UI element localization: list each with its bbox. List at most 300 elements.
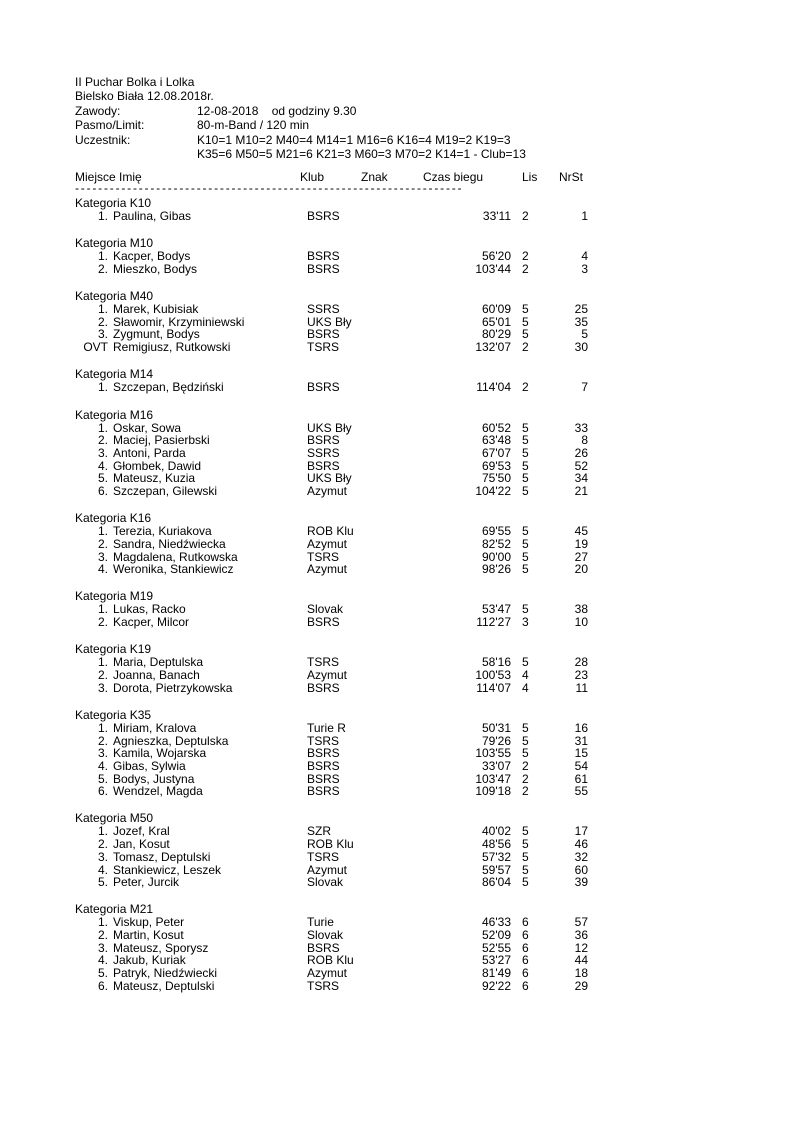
controls-count: 5 <box>522 837 529 852</box>
category-name: Kategoria M19 <box>75 589 154 604</box>
competitor-name: Tomasz, Deptulski <box>113 849 211 864</box>
start-number: 25 <box>574 302 588 317</box>
col-club: Klub <box>300 170 325 184</box>
start-number: 55 <box>574 784 588 799</box>
run-time: 80'29 <box>482 327 511 342</box>
run-time: 86'04 <box>482 875 511 890</box>
result-row <box>75 747 595 760</box>
club-cell: BSRS <box>307 261 340 276</box>
competitor-name: Jakub, Kuriak <box>113 953 186 968</box>
controls-count: 5 <box>522 471 529 486</box>
club-cell: UKS Bły <box>307 420 352 435</box>
place-cell: 1. <box>97 380 108 395</box>
place-cell: 4. <box>97 862 108 877</box>
run-time: 103'47 <box>475 771 511 786</box>
place-cell: 2. <box>97 314 108 329</box>
place-cell: 2. <box>97 733 108 748</box>
result-row <box>75 760 595 773</box>
controls-count: 4 <box>522 667 529 682</box>
start-number: 28 <box>574 655 588 670</box>
pasmo-value: 80-m-Band / 120 min <box>197 118 310 133</box>
competitor-name: Kacper, Bodys <box>113 249 191 264</box>
result-row <box>75 263 595 276</box>
competitor-name: Marek, Kubisiak <box>113 302 199 317</box>
place-cell: 6. <box>97 784 108 799</box>
club-cell: TSRS <box>307 978 340 993</box>
club-cell: BSRS <box>307 458 340 473</box>
place-cell: 3. <box>97 746 108 761</box>
result-row <box>75 785 595 798</box>
club-cell: Turie R <box>307 720 346 735</box>
run-time: 33'11 <box>482 209 511 223</box>
controls-count: 6 <box>522 915 529 930</box>
competitor-name: Viskup, Peter <box>113 915 185 930</box>
run-time: 98'26 <box>482 562 511 577</box>
controls-count: 5 <box>522 314 529 329</box>
category-name: Kategoria K10 <box>75 196 152 210</box>
competitor-name: Gibas, Sylwia <box>113 758 186 773</box>
competitor-name: Peter, Jurcik <box>113 875 180 890</box>
category-name: Kategoria M10 <box>75 236 154 251</box>
competitor-name: Sandra, Niedźwiecka <box>113 536 226 551</box>
start-number: 27 <box>574 549 588 564</box>
competitor-name: Szczepan, Będziński <box>113 380 224 395</box>
competitor-name: Mateusz, Sporysz <box>113 940 209 955</box>
result-row <box>75 341 595 354</box>
place-cell: 2. <box>97 667 108 682</box>
place-cell: 4. <box>97 562 108 577</box>
competitor-name: Antoni, Parda <box>113 445 186 460</box>
competitor-name: Zygmunt, Bodys <box>113 327 200 342</box>
run-time: 52'09 <box>482 928 511 943</box>
club-cell: Azymut <box>307 966 348 981</box>
result-row <box>75 682 595 695</box>
competitor-name: Terezia, Kuriakova <box>113 524 212 539</box>
competitor-name: Remigiusz, Rutkowski <box>113 340 231 355</box>
club-cell: Azymut <box>307 667 348 682</box>
result-row <box>75 485 595 498</box>
club-cell: Azymut <box>307 862 348 877</box>
category-block <box>75 512 595 576</box>
run-time: 100'53 <box>475 667 511 682</box>
start-number: 38 <box>574 602 588 617</box>
competitor-name: Oskar, Sowa <box>113 420 182 435</box>
place-cell: 2. <box>97 536 108 551</box>
start-number: 45 <box>574 524 588 539</box>
place-cell: 1. <box>97 824 108 839</box>
club-cell: TSRS <box>307 733 340 748</box>
run-time: 109'18 <box>475 784 511 799</box>
competitor-name: Agnieszka, Deptulska <box>113 733 229 748</box>
category-name: Kategoria M14 <box>75 367 154 382</box>
competitor-name: Kacper, Milcor <box>113 615 190 630</box>
competitor-name: Szczepan, Gilewski <box>113 483 218 498</box>
category-name: Kategoria M40 <box>75 289 154 304</box>
start-number: 18 <box>574 966 588 981</box>
controls-count: 5 <box>522 549 529 564</box>
controls-count: 5 <box>522 433 529 448</box>
competitor-name: Miriam, Kralova <box>113 720 197 735</box>
result-row <box>75 980 595 993</box>
club-cell: Turie <box>307 915 334 930</box>
club-cell: BSRS <box>307 380 340 395</box>
category-name: Kategoria M16 <box>75 407 154 422</box>
start-number: 5 <box>581 327 588 342</box>
competitor-name: Maciej, Pasierbski <box>113 433 210 448</box>
controls-count: 2 <box>522 249 529 264</box>
place-cell: 4. <box>97 758 108 773</box>
place-cell: 3. <box>97 849 108 864</box>
club-cell: UKS Bły <box>307 314 352 329</box>
run-time: 46'33 <box>482 915 511 930</box>
club-cell: BSRS <box>307 249 340 264</box>
uczestnik-line-1: K10=1 M10=2 M40=4 M14=1 M16=6 K16=4 M19=2 K19=3 <box>197 132 511 147</box>
competitor-name: Lukas, Racko <box>113 602 186 617</box>
start-number: 33 <box>574 420 588 435</box>
results-list <box>75 197 595 1007</box>
run-time: 104'22 <box>475 483 511 498</box>
competitor-name: Maria, Deptulska <box>113 655 204 670</box>
controls-count: 5 <box>522 602 529 617</box>
start-number: 54 <box>574 758 588 773</box>
start-number: 3 <box>581 261 588 276</box>
category-block <box>75 903 595 992</box>
club-cell: BSRS <box>307 746 340 761</box>
start-number: 7 <box>581 380 588 395</box>
run-time: 132'07 <box>475 340 511 355</box>
run-time: 114'04 <box>476 380 511 395</box>
controls-count: 5 <box>522 746 529 761</box>
place-cell: OVT <box>83 340 108 355</box>
controls-count: 2 <box>522 261 529 276</box>
result-row <box>75 669 595 682</box>
category-block <box>75 409 595 498</box>
place-cell: 3. <box>97 680 108 695</box>
competitor-name: Stankiewicz, Leszek <box>113 862 222 877</box>
run-time: 52'55 <box>482 940 511 955</box>
place-cell: 1. <box>97 915 108 930</box>
controls-count: 6 <box>522 966 529 981</box>
category-name: Kategoria K35 <box>75 707 152 722</box>
result-row <box>75 434 595 447</box>
controls-count: 5 <box>522 445 529 460</box>
run-time: 103'44 <box>475 261 511 276</box>
start-number: 52 <box>574 458 588 473</box>
start-number: 39 <box>574 875 588 890</box>
club-cell: BSRS <box>307 209 340 223</box>
club-cell: BSRS <box>307 771 340 786</box>
run-time: 69'53 <box>482 458 511 473</box>
result-row <box>75 250 595 263</box>
competitor-name: Bodys, Justyna <box>113 771 195 786</box>
category-block <box>75 197 595 223</box>
controls-count: 5 <box>522 655 529 670</box>
place-cell: 6. <box>97 483 108 498</box>
place-cell: 1. <box>97 720 108 735</box>
start-number: 10 <box>574 615 588 630</box>
controls-count: 6 <box>522 940 529 955</box>
place-cell: 4. <box>97 953 108 968</box>
run-time: 103'55 <box>475 746 511 761</box>
place-cell: 1. <box>97 209 108 223</box>
competitor-name: Patryk, Niedźwiecki <box>113 966 218 981</box>
start-number: 60 <box>574 862 588 877</box>
run-time: 79'26 <box>482 733 511 748</box>
uczestnik-line-2: K35=6 M50=5 M21=6 K21=3 M60=3 M70=2 K14=1 - Club=13 <box>197 146 526 161</box>
controls-count: 5 <box>522 302 529 317</box>
start-number: 29 <box>574 978 588 993</box>
run-time: 82'52 <box>482 536 511 551</box>
start-number: 26 <box>574 445 588 460</box>
run-time: 67'07 <box>482 445 511 460</box>
start-number: 57 <box>574 915 588 930</box>
col-controls: Lis <box>522 170 538 184</box>
category-block <box>75 237 595 275</box>
place-cell: 4. <box>97 458 108 473</box>
start-number: 32 <box>574 849 588 864</box>
start-number: 1 <box>581 209 588 223</box>
start-number: 61 <box>574 771 588 786</box>
run-time: 58'16 <box>482 655 511 670</box>
col-time: Czas biegu <box>423 170 484 184</box>
col-sign: Znak <box>361 170 388 184</box>
zawody-value: 12-08-2018 od godziny 9.30 <box>197 103 357 118</box>
club-cell: ROB Klu <box>307 837 354 852</box>
start-number: 31 <box>574 733 588 748</box>
run-time: 60'52 <box>482 420 511 435</box>
competitor-name: Martin, Kosut <box>113 928 184 943</box>
controls-count: 5 <box>522 420 529 435</box>
club-cell: Slovak <box>307 928 344 943</box>
category-block <box>75 643 595 694</box>
category-block <box>75 709 595 798</box>
controls-count: 2 <box>522 771 529 786</box>
place-cell: 2. <box>97 433 108 448</box>
start-number: 4 <box>581 249 588 264</box>
start-number: 12 <box>574 940 588 955</box>
result-row <box>75 967 595 980</box>
controls-count: 5 <box>522 327 529 342</box>
category-block <box>75 290 595 354</box>
competitor-name: Magdalena, Rutkowska <box>113 549 238 564</box>
start-number: 19 <box>574 536 588 551</box>
place-cell: 5. <box>97 771 108 786</box>
run-time: 65'01 <box>482 314 511 329</box>
club-cell: BSRS <box>307 433 340 448</box>
run-time: 53'27 <box>482 953 511 968</box>
run-time: 90'00 <box>482 549 511 564</box>
place-cell: 3. <box>97 327 108 342</box>
result-row <box>75 876 595 889</box>
start-number: 16 <box>574 720 588 735</box>
run-time: 40'02 <box>482 824 511 839</box>
controls-count: 4 <box>522 680 529 695</box>
controls-count: 5 <box>522 824 529 839</box>
competitor-name: Mateusz, Kuzia <box>113 471 196 486</box>
club-cell: BSRS <box>307 758 340 773</box>
result-row <box>75 838 595 851</box>
location-date: Bielsko Biała 12.08.2018r. <box>75 89 214 104</box>
club-cell: ROB Klu <box>307 524 354 539</box>
club-cell: BSRS <box>307 680 340 695</box>
result-row <box>75 616 595 629</box>
run-time: 114'07 <box>476 680 511 695</box>
competitor-name: Jan, Kosut <box>113 837 170 852</box>
category-name: Kategoria K16 <box>75 511 152 526</box>
start-number: 30 <box>574 340 588 355</box>
result-row <box>75 538 595 551</box>
start-number: 11 <box>575 680 588 695</box>
start-number: 15 <box>574 746 588 761</box>
club-cell: TSRS <box>307 655 340 670</box>
place-cell: 1. <box>97 655 108 670</box>
controls-count: 2 <box>522 758 529 773</box>
start-number: 17 <box>574 824 588 839</box>
result-row <box>75 381 595 394</box>
place-cell: 1. <box>97 249 108 264</box>
controls-count: 5 <box>522 536 529 551</box>
pasmo-label: Pasmo/Limit: <box>75 118 145 133</box>
uczestnik-label: Uczestnik: <box>75 132 131 147</box>
club-cell: TSRS <box>307 849 340 864</box>
result-row <box>75 303 595 316</box>
result-row <box>75 210 595 223</box>
club-cell: Azymut <box>307 562 348 577</box>
start-number: 20 <box>574 562 588 577</box>
col-place-name: Miejsce Imię <box>75 170 142 184</box>
run-time: 81'49 <box>482 966 511 981</box>
club-cell: BSRS <box>307 615 340 630</box>
place-cell: 5. <box>97 875 108 890</box>
controls-count: 5 <box>522 562 529 577</box>
header-separator: ------------------------------------------------------------------- <box>75 181 464 191</box>
start-number: 23 <box>574 667 588 682</box>
place-cell: 2. <box>97 928 108 943</box>
run-time: 69'55 <box>482 524 511 539</box>
club-cell: BSRS <box>307 940 340 955</box>
club-cell: TSRS <box>307 549 340 564</box>
result-row <box>75 929 595 942</box>
controls-count: 6 <box>522 928 529 943</box>
place-cell: 3. <box>97 940 108 955</box>
controls-count: 5 <box>522 458 529 473</box>
place-cell: 1. <box>97 420 108 435</box>
controls-count: 5 <box>522 483 529 498</box>
controls-count: 5 <box>522 720 529 735</box>
run-time: 56'20 <box>482 249 511 264</box>
result-row <box>75 722 595 735</box>
category-name: Kategoria M21 <box>75 902 154 917</box>
club-cell: ROB Klu <box>307 953 354 968</box>
run-time: 53'47 <box>482 602 511 617</box>
competitor-name: Jozef, Kral <box>113 824 170 839</box>
result-row <box>75 563 595 576</box>
controls-count: 5 <box>522 849 529 864</box>
run-time: 92'22 <box>482 978 511 993</box>
club-cell: Slovak <box>307 875 344 890</box>
document-title: II Puchar Bolka i Lolka <box>75 75 195 89</box>
start-number: 34 <box>574 471 588 486</box>
competitor-name: Kamila, Wojarska <box>113 746 207 761</box>
result-row <box>75 525 595 538</box>
controls-count: 2 <box>522 380 529 395</box>
place-cell: 2. <box>97 261 108 276</box>
place-cell: 6. <box>97 978 108 993</box>
start-number: 36 <box>574 928 588 943</box>
category-block <box>75 368 595 394</box>
competitor-name: Joanna, Banach <box>113 667 200 682</box>
club-cell: BSRS <box>307 784 340 799</box>
run-time: 63'48 <box>482 433 511 448</box>
zawody-label: Zawody: <box>75 103 121 118</box>
category-block <box>75 812 595 888</box>
controls-count: 2 <box>522 340 529 355</box>
club-cell: SZR <box>307 824 331 839</box>
col-start-number: NrSt <box>559 170 583 184</box>
place-cell: 1. <box>97 524 108 539</box>
start-number: 35 <box>574 314 588 329</box>
club-cell: TSRS <box>307 340 340 355</box>
run-time: 48'56 <box>482 837 511 852</box>
run-time: 59'57 <box>482 862 511 877</box>
run-time: 33'07 <box>482 758 511 773</box>
competitor-name: Głombek, Dawid <box>113 458 202 473</box>
start-number: 44 <box>574 953 588 968</box>
start-number: 46 <box>574 837 588 852</box>
run-time: 60'09 <box>482 302 511 317</box>
place-cell: 1. <box>97 302 108 317</box>
category-block <box>75 590 595 628</box>
controls-count: 5 <box>522 875 529 890</box>
controls-count: 3 <box>522 615 529 630</box>
place-cell: 2. <box>97 837 108 852</box>
club-cell: UKS Bły <box>307 471 352 486</box>
competitor-name: Weronika, Stankiewicz <box>113 562 234 577</box>
place-cell: 5. <box>97 966 108 981</box>
club-cell: Azymut <box>307 536 348 551</box>
run-time: 50'31 <box>482 720 511 735</box>
competitor-name: Sławomir, Krzyminiewski <box>113 314 245 329</box>
controls-count: 5 <box>522 524 529 539</box>
controls-count: 6 <box>522 978 529 993</box>
place-cell: 2. <box>97 615 108 630</box>
run-time: 57'32 <box>482 849 511 864</box>
competitor-name: Dorota, Pietrzykowska <box>113 680 233 695</box>
club-cell: Azymut <box>307 483 348 498</box>
run-time: 75'50 <box>482 471 511 486</box>
controls-count: 6 <box>522 953 529 968</box>
result-row <box>75 447 595 460</box>
result-row <box>75 851 595 864</box>
controls-count: 5 <box>522 862 529 877</box>
controls-count: 2 <box>522 784 529 799</box>
competitor-name: Wendzel, Magda <box>113 784 203 799</box>
competitor-name: Mieszko, Bodys <box>113 261 198 276</box>
competitor-name: Paulina, Gibas <box>113 209 192 223</box>
category-name: Kategoria M50 <box>75 811 154 826</box>
start-number: 8 <box>581 433 588 448</box>
club-cell: Slovak <box>307 602 344 617</box>
controls-count: 5 <box>522 733 529 748</box>
start-number: 21 <box>574 483 588 498</box>
club-cell: BSRS <box>307 327 340 342</box>
category-name: Kategoria K19 <box>75 642 152 657</box>
run-time: 112'27 <box>476 615 511 630</box>
place-cell: 1. <box>97 602 108 617</box>
place-cell: 3. <box>97 549 108 564</box>
club-cell: SSRS <box>307 445 340 460</box>
club-cell: SSRS <box>307 302 340 317</box>
